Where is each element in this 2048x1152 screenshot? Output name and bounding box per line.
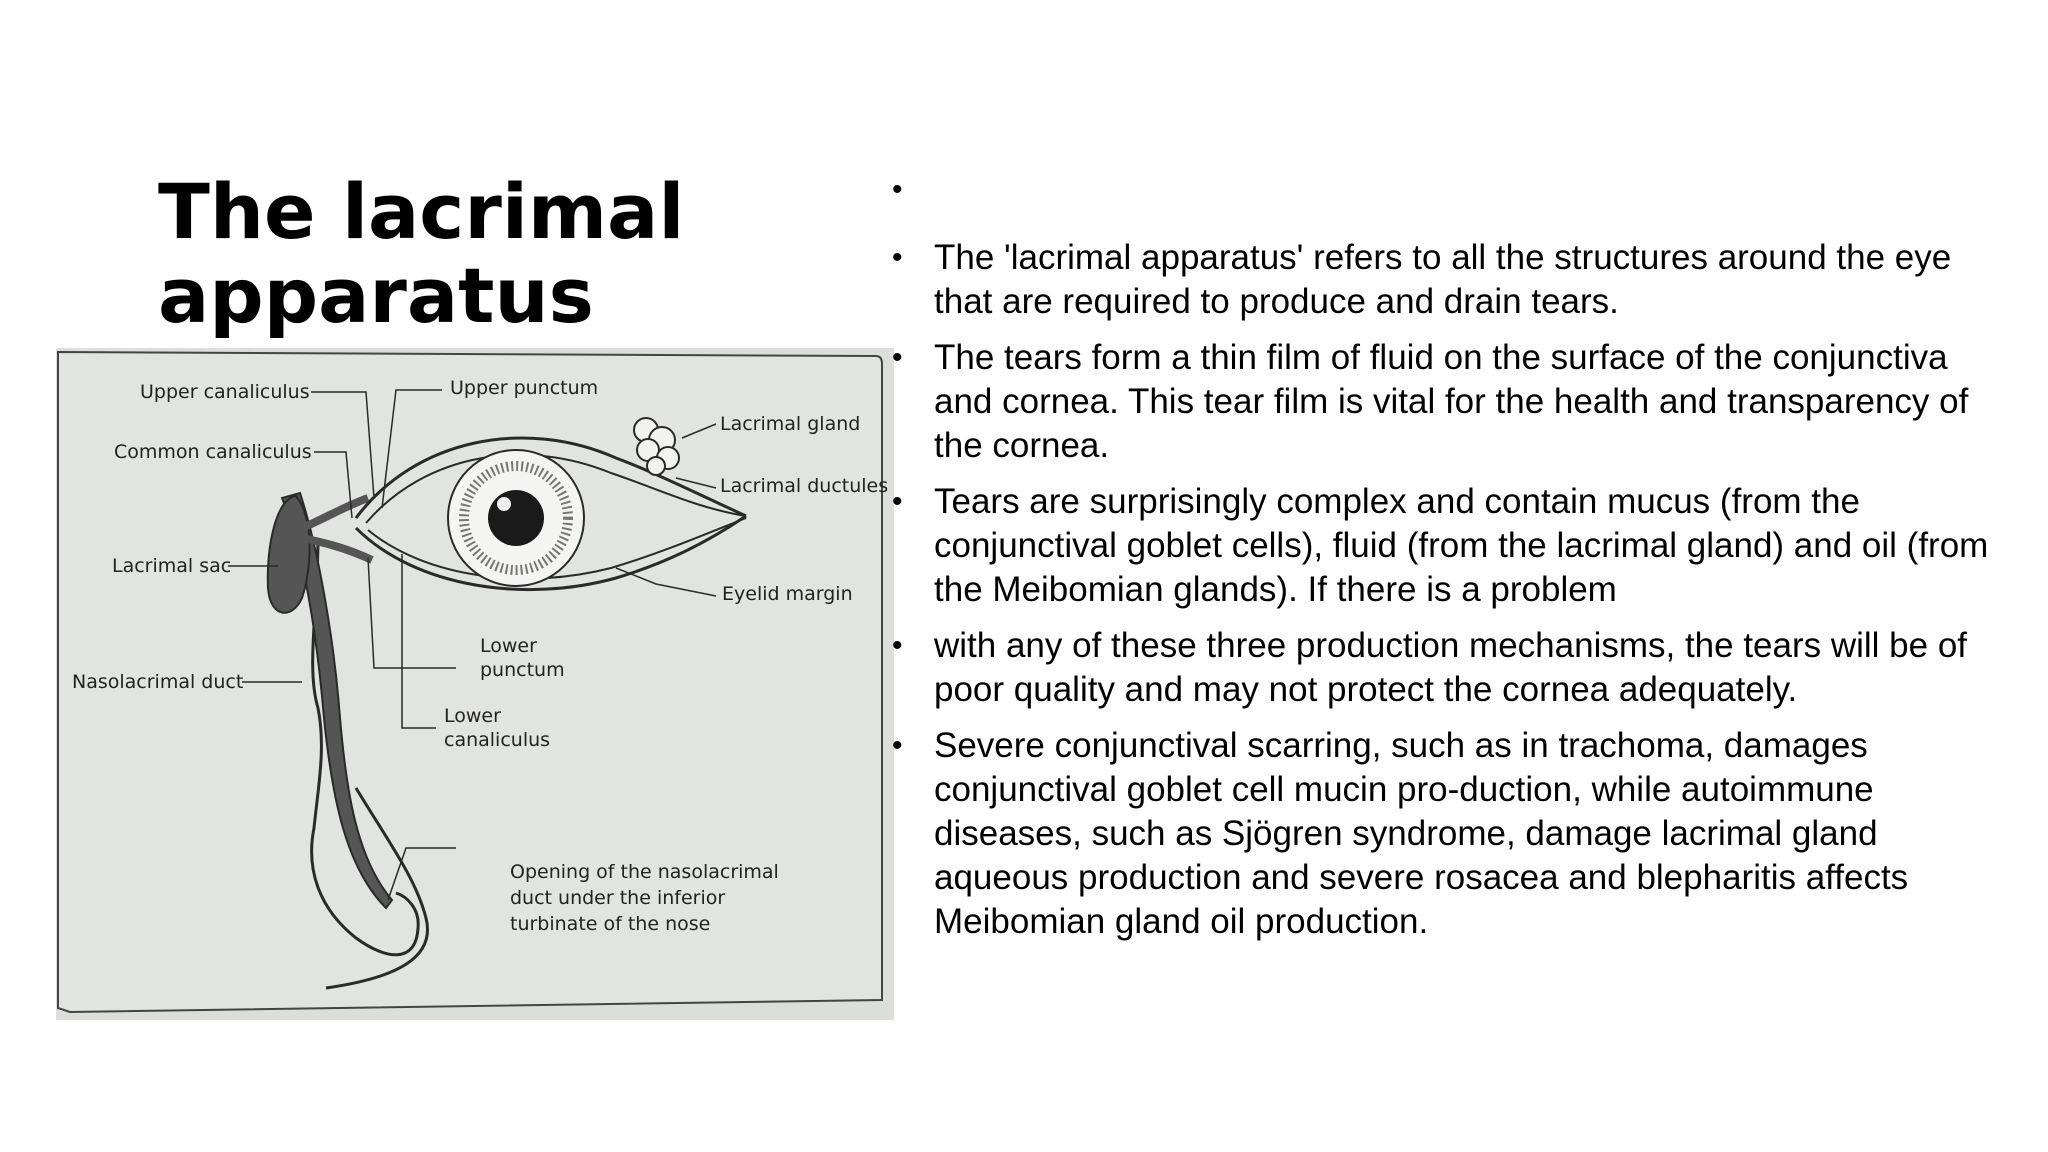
bullet-item: • The 'lacrimal apparatus' refers to all the structures around the eye that are required to produce and drain tears. (892, 236, 2012, 324)
bullet-list (892, 168, 2012, 944)
label-lacrimal-ductules: Lacrimal ductules (720, 475, 889, 497)
bullet-item-empty (892, 168, 2012, 224)
diagram-svg (56, 348, 894, 1020)
bullet-item: • Tears are surprisingly complex and contain mucus (from the conjunctival goblet cells), fluid (from the lacrimal gland) and oil (from the Meibomian glands). If there is a problem (892, 480, 2012, 612)
label-nasolacrimal-duct: Nasolacrimal duct (72, 671, 244, 693)
label-upper-canaliculus: Upper canaliculus (140, 381, 310, 403)
label-eyelid-margin: Eyelid margin (722, 583, 853, 605)
label-lacrimal-gland: Lacrimal gland (720, 413, 861, 435)
pupil (488, 490, 544, 546)
label-lower-canaliculus-line1: Lower (444, 705, 501, 727)
bullet-item: • with any of these three production mechanisms, the tears will be of poor quality and may not protect the cornea adequately. (892, 624, 2012, 712)
bullet-item: • The tears form a thin film of fluid on the surface of the conjunctiva and cornea. This tear film is vital for the health and transparency of the cornea. (892, 336, 2012, 468)
label-lower-canaliculus-line2: canaliculus (444, 729, 551, 751)
label-opening-line2: duct under the inferior (510, 887, 726, 909)
label-lower-punctum-line1: Lower (480, 635, 537, 657)
label-opening-line3: turbinate of the nose (510, 913, 711, 935)
label-lower-punctum-line2: punctum (480, 659, 565, 681)
pupil-highlight (497, 497, 511, 511)
label-opening-line1: Opening of the nasolacrimal (510, 861, 779, 883)
bullet-item: • Severe conjunctival scarring, such as in trachoma, damages conjunctival goblet cell mucin pro-duction, while autoimmune diseases, such as Sjögren syndrome, damage lacrimal gland aqueous production and severe rosacea and blepharitis affects Meibomian gland oil production. (892, 724, 2012, 944)
lacrimal-apparatus-diagram (56, 348, 894, 1020)
label-upper-punctum: Upper punctum (450, 377, 599, 399)
slide-title: The lacrimal apparatus (158, 167, 685, 340)
label-lacrimal-sac: Lacrimal sac (112, 555, 232, 577)
label-common-canaliculus: Common canaliculus (114, 441, 312, 463)
